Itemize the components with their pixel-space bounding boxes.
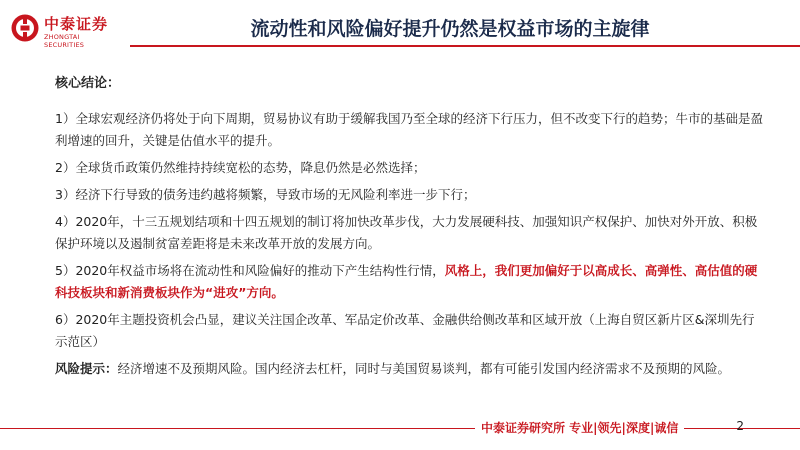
- point-5: [55, 260, 765, 304]
- slide-title: 流动性和风险偏好提升仍然是权益市场的主旋律: [250, 18, 650, 40]
- page-number: 2: [736, 419, 744, 433]
- brand-name-en: ZHONGTAI SECURITIES: [44, 33, 85, 49]
- footer-slogan: 中泰证券研究所 专业|领先|深度|诚信: [475, 419, 684, 436]
- slide-content: [55, 72, 765, 385]
- point-2: 2）全球货币政策仍然维持持续宽松的态势，降息仍然是必然选择；: [55, 160, 426, 175]
- point-4: 4）2020年，十三五规划结项和十四五规划的制订将加快改革步伐，大力发展硬科技、加强知识产权保护、加快对外开放、积极保护环境以及遏制贫富差距将是未来改革开放的发展方向。: [55, 214, 758, 251]
- point-3: 3）经济下行导致的债务违约越将频繁，导致市场的无风险利率进一步下行；: [55, 187, 476, 202]
- core-conclusion-heading: 核心结论：: [55, 76, 121, 91]
- risk-warning: [55, 358, 765, 380]
- point-1: 1）全球宏观经济仍将处于向下周期，贸易协议有助于缓解我国乃至全球的经济下行压力，但不改变下行的趋势；牛市的基础是盈利增速的回升，关键是估值水平的提升。: [55, 111, 763, 148]
- zhongtai-logo-icon: [10, 13, 40, 43]
- risk-text: 经济增速不及预期风险。国内经济去杠杆，同时与美国贸易谈判，都有可能引发国内经济需求不及预期的风险。: [117, 361, 731, 376]
- point-5-text: 5）2020年权益市场将在流动性和风险偏好的推动下产生结构性行情，: [55, 263, 445, 278]
- brand-name-cn: 中泰证券: [44, 15, 109, 33]
- brand-logo: [10, 11, 120, 49]
- title-divider: [130, 45, 800, 47]
- risk-label: 风险提示：: [55, 361, 118, 376]
- point-6: 6）2020年主题投资机会凸显，建议关注国企改革、军品定价改革、金融供给侧改革和区域开放（上海自贸区新片区&深圳先行示范区）: [55, 312, 755, 349]
- point-5-highlight: 风格上，我们更加偏好于以高成长、高弹性、高估值的硬科技板块和新消费板块作为“进攻”方向。: [55, 263, 758, 300]
